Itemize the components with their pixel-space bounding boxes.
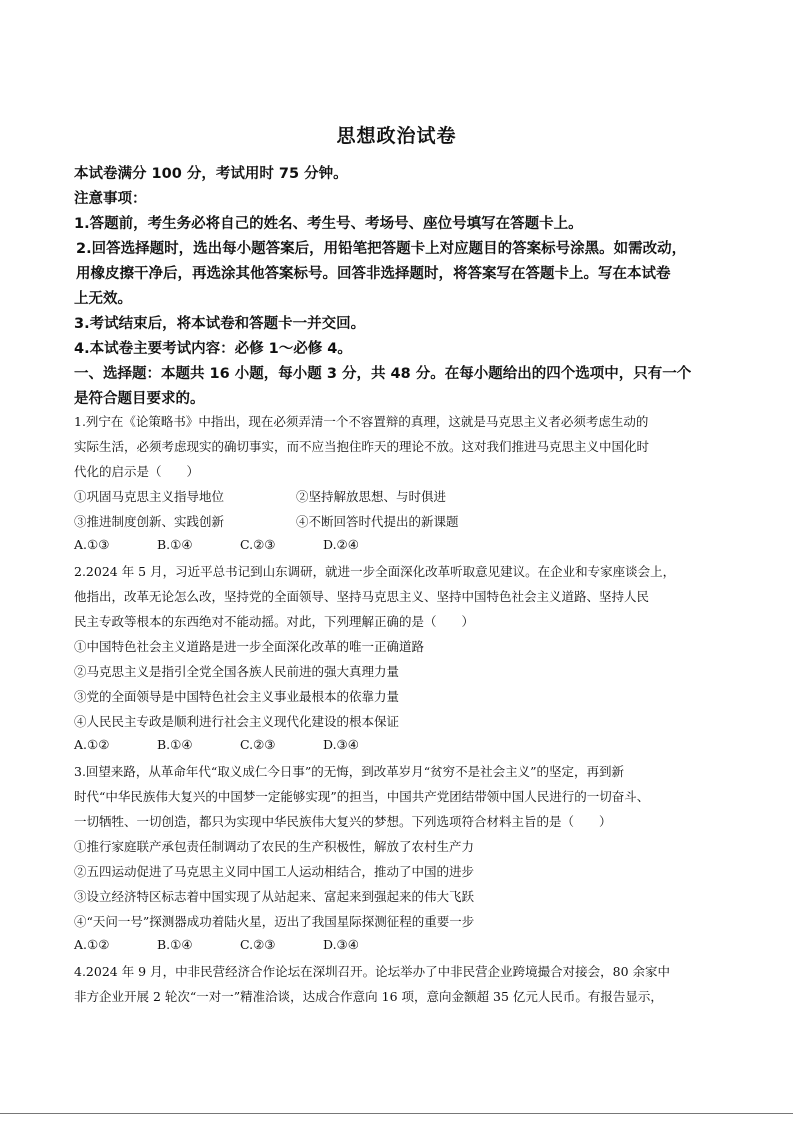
question-3-option-b: B.①④ xyxy=(157,937,193,952)
question-2-option-b: B.①④ xyxy=(157,737,193,752)
question-3-statement-3: ③设立经济特区标志着中国实现了从站起来、富起来到强起来的伟大飞跃 xyxy=(74,889,475,904)
question-1-option-b: B.①④ xyxy=(157,537,193,552)
notice-title: 注意事项： xyxy=(74,191,147,207)
question-3-statement-4: ④“天问一号”探测器成功着陆火星，迈出了我国星际探测征程的重要一步 xyxy=(74,914,475,929)
question-2-line-1: 2.2024 年 5 月，习近平总书记到山东调研，就进一步全面深化改革听取意见建议。在企业和专家座谈会上， xyxy=(74,564,676,579)
page-title: 思想政治试卷 xyxy=(336,125,457,147)
question-2-line-3: 民主专政等根本的东西绝对不能动摇。对此，下列理解正确的是（ ） xyxy=(74,614,475,629)
notice-item-3: 3.考试结束后，将本试卷和答题卡一并交回。 xyxy=(74,316,366,332)
section-heading-line-2: 是符合题目要求的。 xyxy=(74,391,205,407)
question-1-statement-4: ④不断回答时代提出的新课题 xyxy=(296,514,459,529)
question-2-statement-1: ①中国特色社会主义道路是进一步全面深化改革的唯一正确道路 xyxy=(74,639,425,654)
question-1-statement-2: ②坚持解放思想、与时俱进 xyxy=(296,489,447,504)
question-3-option-a: A.①② xyxy=(74,937,110,952)
section-heading-line-1: 一、选择题：本题共 16 小题，每小题 3 分，共 48 分。在每小题给出的四个选项中，只有一个 xyxy=(74,366,692,382)
question-1-line-2: 实际生活，必须考虑现实的确切事实，而不应当抱住昨天的理论不放。这对我们推进马克思主义中国化时 xyxy=(74,439,650,454)
question-3-line-1: 3.回望来路，从革命年代“取义成仁今日事”的无悔，到改革岁月“贫穷不是社会主义”的坚定，再到新 xyxy=(74,764,624,779)
question-2-line-2: 他指出，改革无论怎么改，坚持党的全面领导、坚持马克思主义、坚持中国特色社会主义道路、坚持人民 xyxy=(74,589,650,604)
question-1-option-d: D.②④ xyxy=(323,537,359,552)
question-1-statement-1: ①巩固马克思主义指导地位 xyxy=(74,489,225,504)
question-2-option-a: A.①② xyxy=(74,737,110,752)
question-1-statement-3: ③推进制度创新、实践创新 xyxy=(74,514,225,529)
question-3-option-d: D.③④ xyxy=(323,937,359,952)
exam-info-line: 本试卷满分 100 分，考试用时 75 分钟。 xyxy=(74,166,348,182)
page-bottom-divider xyxy=(0,1113,793,1114)
question-4-line-2: 非方企业开展 2 轮次“一对一”精准洽谈，达成合作意向 16 项，意向金额超 35 亿元人民币。有报告显示， xyxy=(74,989,663,1004)
question-1-option-c: C.②③ xyxy=(240,537,276,552)
question-3-line-3: 一切牺牲、一切创造，都只为实现中华民族伟大复兴的梦想。下列选项符合材料主旨的是（ ） xyxy=(74,814,612,829)
question-3-option-c: C.②③ xyxy=(240,937,276,952)
question-1-line-3: 代化的启示是（ ） xyxy=(74,464,200,479)
notice-item-2-line-3: 上无效。 xyxy=(74,291,132,307)
question-2-statement-2: ②马克思主义是指引全党全国各族人民前进的强大真理力量 xyxy=(74,664,400,679)
question-1-line-1: 1.列宁在《论策略书》中指出，现在必须弄清一个不容置辩的真理，这就是马克思主义者必须考虑生动的 xyxy=(74,414,649,429)
question-2-option-c: C.②③ xyxy=(240,737,276,752)
question-3-statement-2: ②五四运动促进了马克思主义同中国工人运动相结合，推动了中国的进步 xyxy=(74,864,475,879)
question-2-statement-3: ③党的全面领导是中国特色社会主义事业最根本的依靠力量 xyxy=(74,689,400,704)
question-4-line-1: 4.2024 年 9 月，中非民营经济合作论坛在深圳召开。论坛举办了中非民营企业跨境撮合对接会，80 余家中 xyxy=(74,964,670,979)
notice-item-4: 4.本试卷主要考试内容：必修 1～必修 4。 xyxy=(74,341,352,357)
question-2-option-d: D.③④ xyxy=(323,737,359,752)
notice-item-2-line-2: 用橡皮擦干净后，再选涂其他答案标号。回答非选择题时，将答案写在答题卡上。写在本试卷 xyxy=(76,266,671,282)
notice-item-1: 1.答题前，考生务必将自己的姓名、考生号、考场号、座位号填写在答题卡上。 xyxy=(74,216,583,232)
question-2-statement-4: ④人民民主专政是顺利进行社会主义现代化建设的根本保证 xyxy=(74,714,400,729)
question-3-statement-1: ①推行家庭联产承包责任制调动了农民的生产积极性，解放了农村生产力 xyxy=(74,839,475,854)
question-3-line-2: 时代“中华民族伟大复兴的中国梦一定能够实现”的担当，中国共产党团结带领中国人民进行的一切奋斗、 xyxy=(74,789,650,804)
notice-item-2-line-1: 2.回答选择题时，选出每小题答案后，用铅笔把答题卡上对应题目的答案标号涂黑。如需改动， xyxy=(76,241,687,257)
question-1-option-a: A.①③ xyxy=(74,537,110,552)
